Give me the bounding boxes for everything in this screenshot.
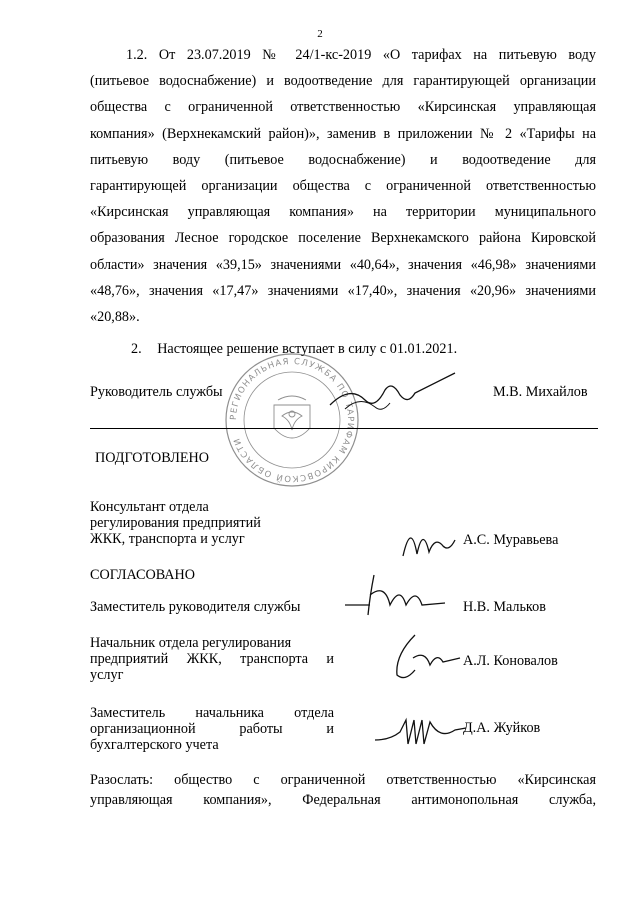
amendment-line: «Кирсинская управляющая компания» на территории муниципального xyxy=(90,204,596,221)
head-name: М.В. Михайлов xyxy=(493,384,588,400)
distribution-line: Разослать: общество с ограниченной ответственностью «Кирсинская xyxy=(90,772,596,788)
agreed-position-line: организационной работы и xyxy=(90,721,334,737)
agreed-signer-3-position xyxy=(90,705,334,753)
amendment-line: «20,88». xyxy=(90,309,140,326)
prepared-position-line: ЖКК, транспорта и услуг xyxy=(90,531,245,547)
agreed-heading: СОГЛАСОВАНО xyxy=(90,567,196,583)
agreed-signer-1-position: Заместитель руководителя службы xyxy=(90,599,301,615)
amendment-line: питьевую воду (питьевое водоснабжение) и водоотведение для xyxy=(90,151,596,168)
agreed-signer-2-position xyxy=(90,635,334,683)
agreed-position-line: бухгалтерского учета xyxy=(90,737,219,753)
amendment-line: общества с ограниченной ответственностью «Кирсинская управляющая xyxy=(90,99,596,116)
agreed-signer-3-scribble xyxy=(370,710,470,750)
prepared-position xyxy=(90,499,334,547)
prepared-signature-scribble xyxy=(393,516,463,566)
separator-line xyxy=(90,428,598,429)
agreed-position-line: предприятий ЖКК, транспорта и xyxy=(90,651,334,667)
clause-2-text: Настоящее решение вступает в силу с 01.01.2021. xyxy=(157,341,458,357)
agreed-signer-1-scribble xyxy=(340,565,450,625)
agreed-position-line: Заместитель начальника отдела xyxy=(90,705,334,721)
coat-of-arms-icon xyxy=(274,396,310,438)
prepared-heading: ПОДГОТОВЛЕНО xyxy=(95,450,209,466)
agreed-signer-2-scribble xyxy=(385,630,465,685)
prepared-name: А.С. Муравьева xyxy=(463,532,559,548)
clause-2-number: 2. xyxy=(131,341,142,357)
prepared-position-line: Консультант отдела xyxy=(90,499,209,515)
amendment-line: образования Лесное городское поселение Верхнекамского района Кировской xyxy=(90,230,596,247)
agreed-position-line: Начальник отдела регулирования xyxy=(90,635,292,651)
amendment-line: 1.2. От 23.07.2019 № 24/1-кс-2019 «О тарифах на питьевую воду xyxy=(126,47,596,63)
agreed-signer-2-name: А.Л. Коновалов xyxy=(463,653,558,669)
distribution-line: управляющая компания», Федеральная антимонопольная служба, xyxy=(90,792,596,808)
agreed-signer-1-name: Н.В. Мальков xyxy=(463,599,546,615)
page-number: 2 xyxy=(317,28,323,40)
distribution-paragraph xyxy=(90,770,596,810)
amendment-paragraph xyxy=(90,42,596,330)
agreed-signer-3-name: Д.А. Жуйков xyxy=(463,720,541,736)
amendment-line: области» значения «39,15» значениями «40,64», значения «46,98» значениями xyxy=(90,256,596,273)
amendment-line: компания» (Верхнекамский район)», заменив в приложении № 2 «Тарифы на xyxy=(90,125,596,142)
prepared-position-line: регулирования предприятий xyxy=(90,515,261,531)
head-signature-scribble xyxy=(320,365,460,425)
stamp-text: РЕГИОНАЛЬНАЯ СЛУЖБА ПО ТАРИФАМ КИРОВСКОЙ ОБЛАСТИ xyxy=(228,356,356,484)
head-position: Руководитель службы xyxy=(90,384,223,400)
amendment-line: гарантирующей организации общества с ограниченной ответственностью xyxy=(90,178,596,195)
agreed-position-line: услуг xyxy=(90,667,124,683)
amendment-line: «48,76», значения «17,47» значениями «17,40», значения «20,96» значениями xyxy=(90,282,596,299)
amendment-line: (питьевое водоснабжение) и водоотведение для гарантирующей организации xyxy=(90,73,596,90)
